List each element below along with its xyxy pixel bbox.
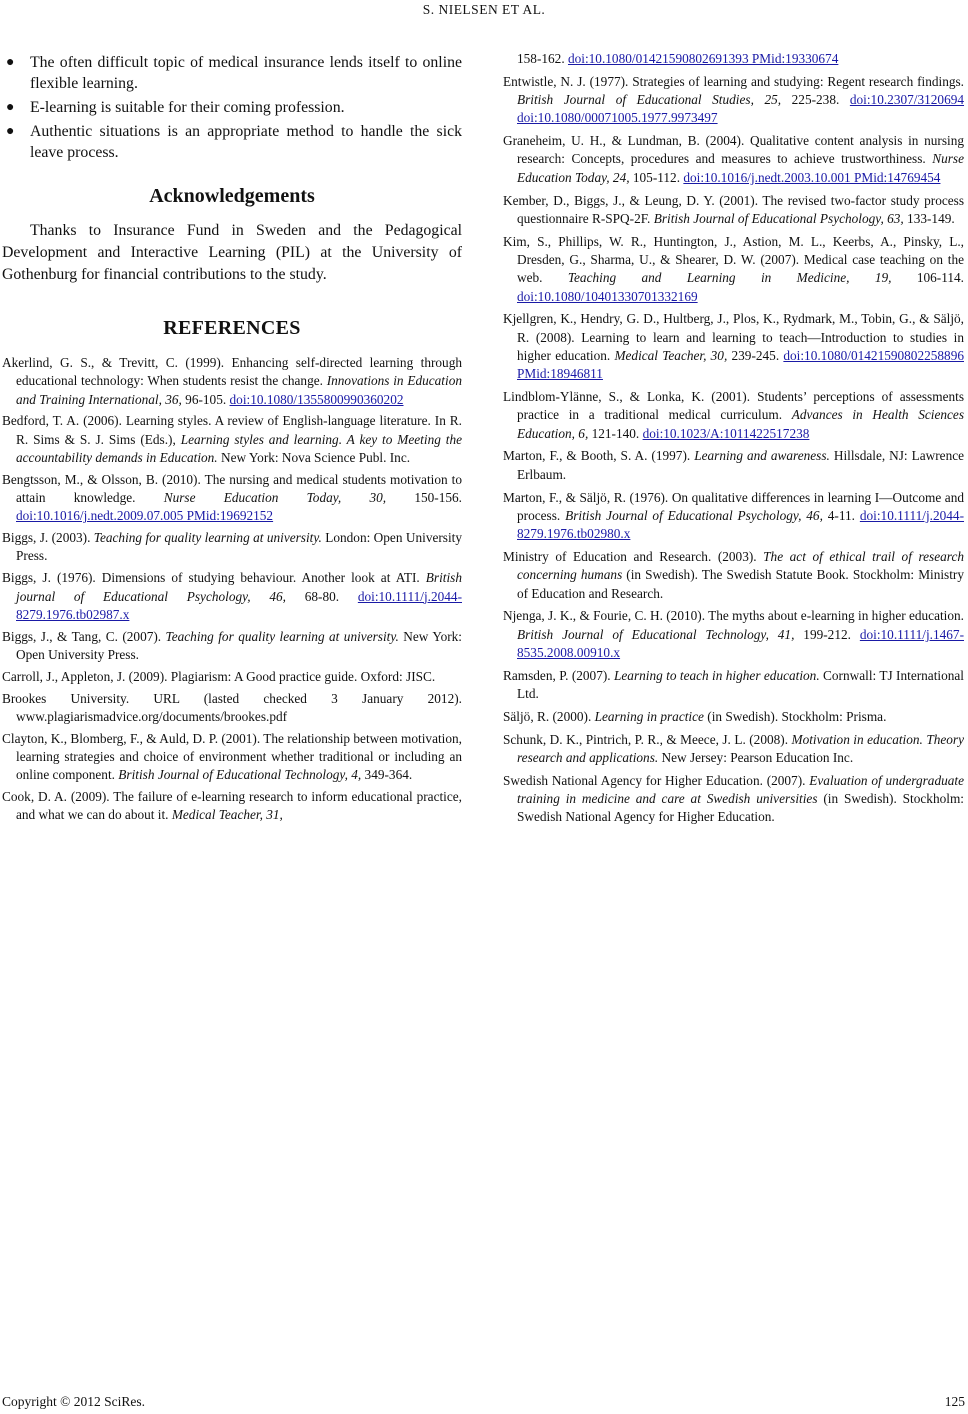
- reference-entry: [2, 628, 462, 665]
- reference-doi-link[interactable]: doi:10.1080/10401330701332169: [517, 288, 698, 304]
- reference-doi-link[interactable]: doi:10.1023/A:1011422517238: [642, 425, 810, 441]
- reference-doi-link[interactable]: doi:10.1016/j.nedt.2009.07.005 PMid:19692152: [16, 508, 274, 524]
- reference-text: Lindblom-Ylänne, S., & Lonka, K. (2001). Students’ perceptions of assessments practice in a traditional medical curriculum.: [503, 389, 964, 423]
- reference-text: New York: Nova Science Publ. Inc.: [217, 449, 411, 465]
- references-heading: REFERENCES: [163, 317, 301, 339]
- reference-text: Swedish National Agency for Higher Education. (2007).: [503, 772, 810, 788]
- reference-doi-link[interactable]: doi:10.1080/01421590802691393 PMid:19330674: [567, 51, 839, 66]
- reference-text: Cook, D. A. (2009). The failure of e-learning research to inform educational practice, and what we can do about it.: [2, 789, 462, 823]
- reference-text: Biggs, J. (2003).: [2, 530, 94, 546]
- reference-title: Innovations in Education and Training International, 36,: [16, 373, 462, 407]
- reference-text: (in Swedish). Stockholm: Prisma.: [703, 708, 887, 724]
- reference-text: Bedford, T. A. (2006). Learning styles. A review of English-language literature. In R. R. Sims & S. J. Sims (Eds.),: [2, 413, 462, 447]
- reference-title: Learning styles and learning. A key to Meeting the accountability demands in Education.: [16, 431, 463, 465]
- bullet-item: [2, 52, 462, 94]
- reference-text: 225-238.: [781, 92, 850, 108]
- reference-title: Teaching for quality learning at university.: [93, 530, 322, 546]
- reference-entry: [2, 569, 462, 624]
- reference-text: Carroll, J., Appleton, J. (2009). Plagiarism: A Good practice guide. Oxford: JISC.: [2, 668, 436, 684]
- reference-title: Motivation in education. Theory research and applications.: [517, 731, 965, 765]
- reference-text: 106-114.: [891, 270, 964, 286]
- reference-text: 158-162.: [517, 51, 568, 66]
- reference-text: New Jersey: Pearson Education Inc.: [658, 749, 854, 765]
- reference-text: 105-112.: [629, 169, 684, 185]
- reference-text: Ministry of Education and Research. (2003).: [503, 548, 764, 564]
- reference-entry: [503, 388, 964, 443]
- reference-entry: [2, 412, 462, 467]
- reference-entry: [503, 50, 964, 68]
- reference-text: 96-105.: [181, 391, 230, 407]
- reference-text: Njenga, J. K., & Fourie, C. H. (2010). The myths about e-learning in higher education.: [503, 608, 964, 624]
- reference-title: Teaching and Learning in Medicine, 19,: [567, 270, 892, 286]
- running-head: S. NIELSEN ET AL.: [422, 2, 546, 17]
- reference-text: Brookes University. URL (lasted checked 3 January 2012). www.plagiarismadvice.org/documents/brookes.pdf: [2, 690, 462, 724]
- reference-entry: [503, 489, 964, 544]
- reference-title: The act of ethical trail of research concerning humans: [517, 548, 964, 583]
- reference-doi-link[interactable]: doi:10.1111/j.2044-8279.1976.tb02987.x: [16, 588, 462, 622]
- reference-doi-link[interactable]: doi:10.1080/00071005.1977.9973497: [517, 110, 718, 126]
- bullet-item: [2, 121, 462, 163]
- acknowledgements-heading: Acknowledgements: [149, 185, 315, 207]
- reference-entry: [503, 447, 964, 484]
- reference-text: Kjellgren, K., Hendry, G. D., Hultberg, J., Plos, K., Rydmark, M., Tobin, G., & Säljö, R. (2008). Learning to learn and learning to teach—Introduction to studies in higher education.: [503, 311, 964, 363]
- reference-doi-link[interactable]: doi:10.1016/j.nedt.2003.10.001 PMid:14769454: [683, 169, 941, 185]
- bullet-item: [2, 97, 462, 118]
- page-number: 125: [944, 1394, 965, 1409]
- bullet-icon: ●: [6, 100, 15, 115]
- bullet-icon: ●: [6, 124, 15, 139]
- reference-entry: [503, 708, 964, 726]
- reference-entry: [2, 788, 462, 825]
- reference-entry: [503, 310, 964, 383]
- reference-title: Evaluation of undergraduate training in medicine and care at Swedish universities: [517, 772, 964, 806]
- reference-text: New York: Open University Press.: [16, 628, 463, 662]
- bullet-text: E-learning is suitable for their coming profession.: [30, 99, 345, 116]
- reference-doi-link[interactable]: doi:10.1080/01421590802258896 PMid:18946811: [517, 347, 964, 382]
- reference-text: Graneheim, U. H., & Lundman, B. (2004). Qualitative content analysis in nursing research: Concepts, procedures and measures to achieve trustworthiness.: [503, 133, 964, 167]
- reference-text: (in Swedish). The Swedish Statute Book. Stockholm: Ministry of Education and Research.: [517, 567, 964, 601]
- reference-entry: [2, 730, 462, 785]
- reference-text: Marton, F., & Säljö, R. (1976). On qualitative differences in learning I—Outcome and process.: [503, 489, 964, 523]
- reference-text: Kim, S., Phillips, W. R., Huntington, J., Astion, M. L., Keerbs, A., Pinsky, L., Dresden, G., Sharma, U., & Shearer, D. W. (2007). Medical case teaching on the web.: [503, 233, 964, 286]
- reference-doi-link[interactable]: doi:10.1111/j.2044-8279.1976.tb02980.x: [517, 507, 965, 542]
- reference-title: Learning and awareness.: [694, 448, 830, 464]
- reference-text: 121-140.: [588, 425, 643, 441]
- reference-text: 199-212.: [794, 626, 860, 642]
- reference-text: Kember, D., Biggs, J., & Leung, D. Y. (2001). The revised two-factor study process questionnaire R-SPQ-2F.: [503, 192, 964, 226]
- reference-text: Entwistle, N. J. (1977). Strategies of learning and studying: Regent research findings.: [503, 73, 964, 89]
- reference-text: Clayton, K., Blomberg, F., & Auld, D. P. (2001). The relationship between motivation, learning strategies and choice of environment whether traditional or including an online component.: [2, 730, 462, 783]
- reference-text: Bengtsson, M., & Olsson, B. (2010). The nursing and medical students motivation to attain knowledge.: [2, 471, 462, 506]
- references-list-left: [2, 354, 462, 825]
- reference-text: Biggs, J., & Tang, C. (2007).: [2, 628, 166, 644]
- acknowledgements-text: Thanks to Insurance Fund in Sweden and the Pedagogical Development and Interactive Learning (PIL) at the University of Gothenburg for financial contributions to the study.: [2, 222, 462, 283]
- reference-entry: [503, 731, 964, 768]
- reference-title: Nurse Education Today, 30,: [163, 490, 387, 506]
- reference-entry: [2, 471, 462, 526]
- reference-entry: [503, 73, 964, 128]
- reference-title: Medical Teacher, 31,: [171, 807, 283, 823]
- bullet-list: [2, 52, 462, 163]
- reference-title: Learning in practice: [594, 708, 704, 724]
- reference-title: Advances in Health Sciences Education, 6,: [517, 407, 964, 441]
- reference-text: 68-80.: [286, 588, 358, 604]
- reference-title: Nurse Education Today, 24,: [517, 151, 964, 185]
- reference-doi-link[interactable]: doi:10.1080/1355800990360202: [229, 391, 404, 407]
- reference-title: Teaching for quality learning at university.: [165, 628, 399, 644]
- reference-title: Learning to teach in higher education.: [614, 667, 820, 683]
- reference-entry: [503, 233, 964, 306]
- bullet-icon: ●: [6, 55, 15, 70]
- reference-text: Marton, F., & Booth, S. A. (1997).: [503, 448, 695, 464]
- reference-entry: [503, 667, 964, 704]
- reference-doi-link[interactable]: doi:10.1111/j.1467-8535.2008.00910.x: [517, 626, 964, 660]
- reference-text: Säljö, R. (2000).: [503, 708, 595, 724]
- reference-text: Akerlind, G. S., & Trevitt, C. (1999). Enhancing self-directed learning through educational technology: When students resist the change.: [2, 355, 462, 389]
- reference-entry: [503, 772, 964, 827]
- reference-entry: [503, 132, 964, 187]
- reference-doi-link[interactable]: doi:10.2307/3120694: [849, 92, 965, 108]
- reference-text: Ramsden, P. (2007).: [503, 667, 614, 683]
- left-column: [2, 52, 462, 828]
- bullet-text: Authentic situations is an appropriate method to handle the sick leave process.: [30, 123, 462, 161]
- reference-entry: [503, 548, 964, 603]
- reference-text: 150-156.: [386, 490, 462, 506]
- reference-text: Biggs, J. (1976). Dimensions of studying behaviour. Another look at ATI.: [2, 570, 426, 586]
- reference-text: Cornwall: TJ International Ltd.: [517, 667, 964, 701]
- reference-title: British journal of Educational Psychology, 46,: [16, 570, 462, 604]
- reference-title: British Journal of Educational Psychology, 46,: [565, 507, 823, 523]
- references-list-right: [503, 50, 964, 827]
- reference-text: Hillsdale, NJ: Lawrence Erlbaum.: [517, 448, 965, 482]
- reference-text: London: Open University Press.: [16, 530, 463, 564]
- reference-text: (in Swedish). Stockholm: Swedish National Agency for Higher Education.: [517, 790, 964, 825]
- reference-title: British Journal of Educational Technology, 4,: [118, 767, 362, 783]
- reference-entry: [2, 668, 462, 686]
- right-column: [503, 50, 964, 831]
- reference-text: 239-245.: [727, 347, 784, 363]
- reference-entry: [503, 607, 964, 662]
- copyright-footer: Copyright © 2012 SciRes.: [2, 1394, 146, 1409]
- reference-entry: [2, 690, 462, 727]
- reference-title: British Journal of Educational Studies, 25,: [517, 92, 782, 108]
- reference-title: Medical Teacher, 30,: [614, 347, 728, 363]
- reference-title: British Journal of Educational Technology, 41,: [517, 626, 795, 642]
- reference-text: 4-11.: [822, 507, 860, 523]
- reference-title: British Journal of Educational Psychology, 63,: [653, 210, 904, 226]
- reference-entry: [503, 192, 964, 229]
- reference-text: 133-149.: [903, 210, 955, 226]
- bullet-text: The often difficult topic of medical insurance lends itself to online flexible learning.: [30, 54, 462, 92]
- reference-text: Schunk, D. K., Pintrich, P. R., & Meece, J. L. (2008).: [503, 731, 792, 747]
- reference-entry: [2, 529, 462, 566]
- reference-text: 349-364.: [361, 767, 413, 783]
- reference-entry: [2, 354, 462, 409]
